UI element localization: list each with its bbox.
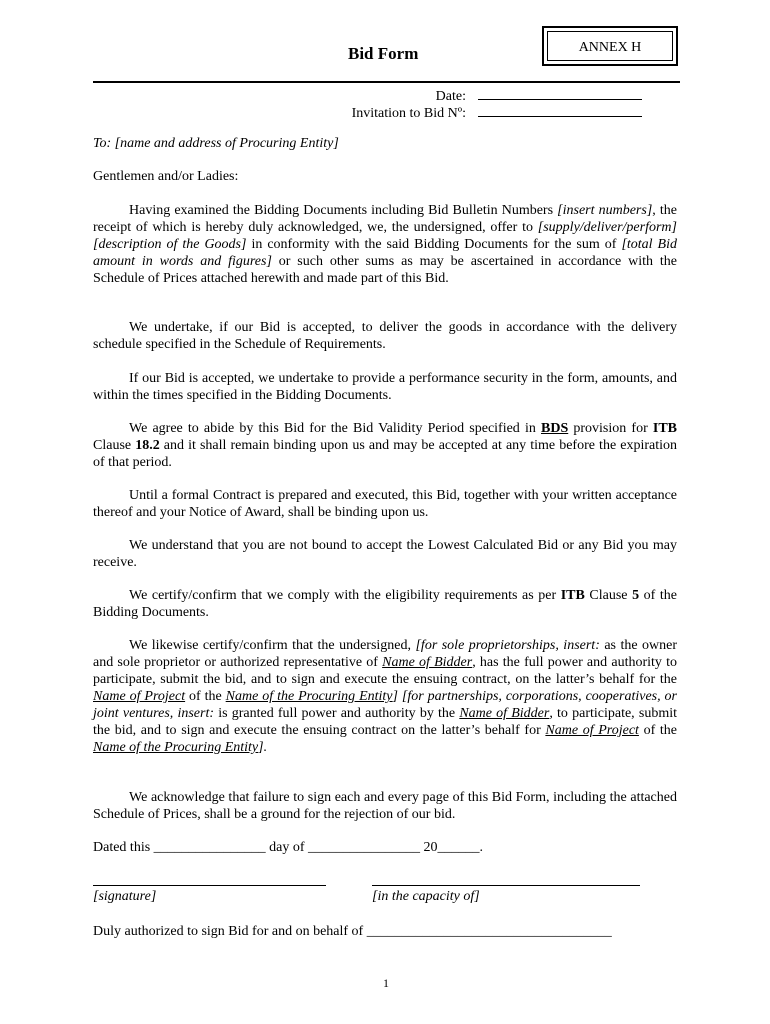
- invitation-row: [352, 103, 642, 122]
- paragraph-4: We agree to abide by this Bid for the Bid Validity Period specified in BDS provision for ITB Clause 18.2 and it shall remain binding upon us and may be accepted at any time before the expiration of that period.: [93, 421, 678, 470]
- dated-line: [93, 839, 677, 856]
- salutation-text: Gentlemen and/or Ladies:: [93, 169, 239, 184]
- signature-label: [signature]: [93, 889, 157, 904]
- capacity-line[interactable]: [372, 885, 640, 886]
- salutation: [93, 168, 677, 185]
- authorized-line: [93, 923, 677, 940]
- invitation-field[interactable]: [478, 103, 642, 117]
- page-title: Bid Form: [348, 44, 419, 63]
- paragraph-2: We undertake, if our Bid is accepted, to deliver the goods in accordance with the delivery schedule specified in the Schedule of Requirements.: [93, 320, 677, 352]
- dated-text[interactable]: Dated this ________________ day of ________________ 20______.: [93, 840, 484, 855]
- page-number: 1: [383, 976, 389, 990]
- addressee: [93, 135, 677, 152]
- paragraph-1: Having examined the Bidding Documents including Bid Bulletin Numbers [insert numbers], the receipt of which is hereby duly acknowledged, we, the undersigned, offer to [supply/deliver/perform] [description of the Goods] in conformity with the said Bidding Documents for the sum of [total Bid amount in words and figures] or such other sums as may be ascertained in accordance with the Schedule of Prices attached herewith and made part of this Bid.: [93, 203, 677, 286]
- signature-line[interactable]: [93, 885, 326, 886]
- header-rule: [93, 81, 680, 83]
- paragraph-7: We certify/confirm that we comply with the eligibility requirements as per ITB Clause 5 of the Bidding Documents.: [93, 588, 677, 620]
- invitation-label: Invitation to Bid Nº:: [351, 106, 466, 121]
- paragraph-5: Until a formal Contract is prepared and executed, this Bid, together with your written acceptance thereof and your Notice of Award, shall be binding upon us.: [93, 488, 677, 520]
- paragraph-3: If our Bid is accepted, we undertake to provide a performance security in the form, amounts, and within the times specified in the Bidding Documents.: [93, 371, 677, 403]
- annex-label: ANNEX H: [547, 31, 673, 61]
- capacity-label: [in the capacity of]: [372, 889, 480, 904]
- to-line: To: [name and address of Procuring Entity]: [93, 136, 339, 151]
- paragraph-9: We acknowledge that failure to sign each and every page of this Bid Form, including the attached Schedule of Prices, shall be a ground for the rejection of our bid.: [93, 790, 677, 822]
- paragraph-8: We likewise certify/confirm that the undersigned, [for sole proprietorships, insert: as the owner and sole proprietor or authorized representative of Name of Bidder, has the full power and authority to participate, submit the bid, and to sign and execute the ensuing contract, on the latter’s behalf for the Name of Project of the Name of the Procuring Entity] [for partnerships, corporations, cooperatives, or joint ventures, insert: is granted full power and authority by the Name of Bidder, to participate, submit the bid, and to sign and execute the ensuing contract on the latter’s behalf for Name of Project of the Name of the Procuring Entity].: [93, 638, 678, 755]
- date-label: Date:: [435, 89, 466, 104]
- paragraph-6: We understand that you are not bound to accept the Lowest Calculated Bid or any Bid you may receive.: [93, 538, 677, 570]
- date-field[interactable]: [478, 86, 642, 100]
- annex-box: [542, 26, 678, 66]
- authorized-text[interactable]: Duly authorized to sign Bid for and on behalf of ___________________________________: [93, 924, 612, 939]
